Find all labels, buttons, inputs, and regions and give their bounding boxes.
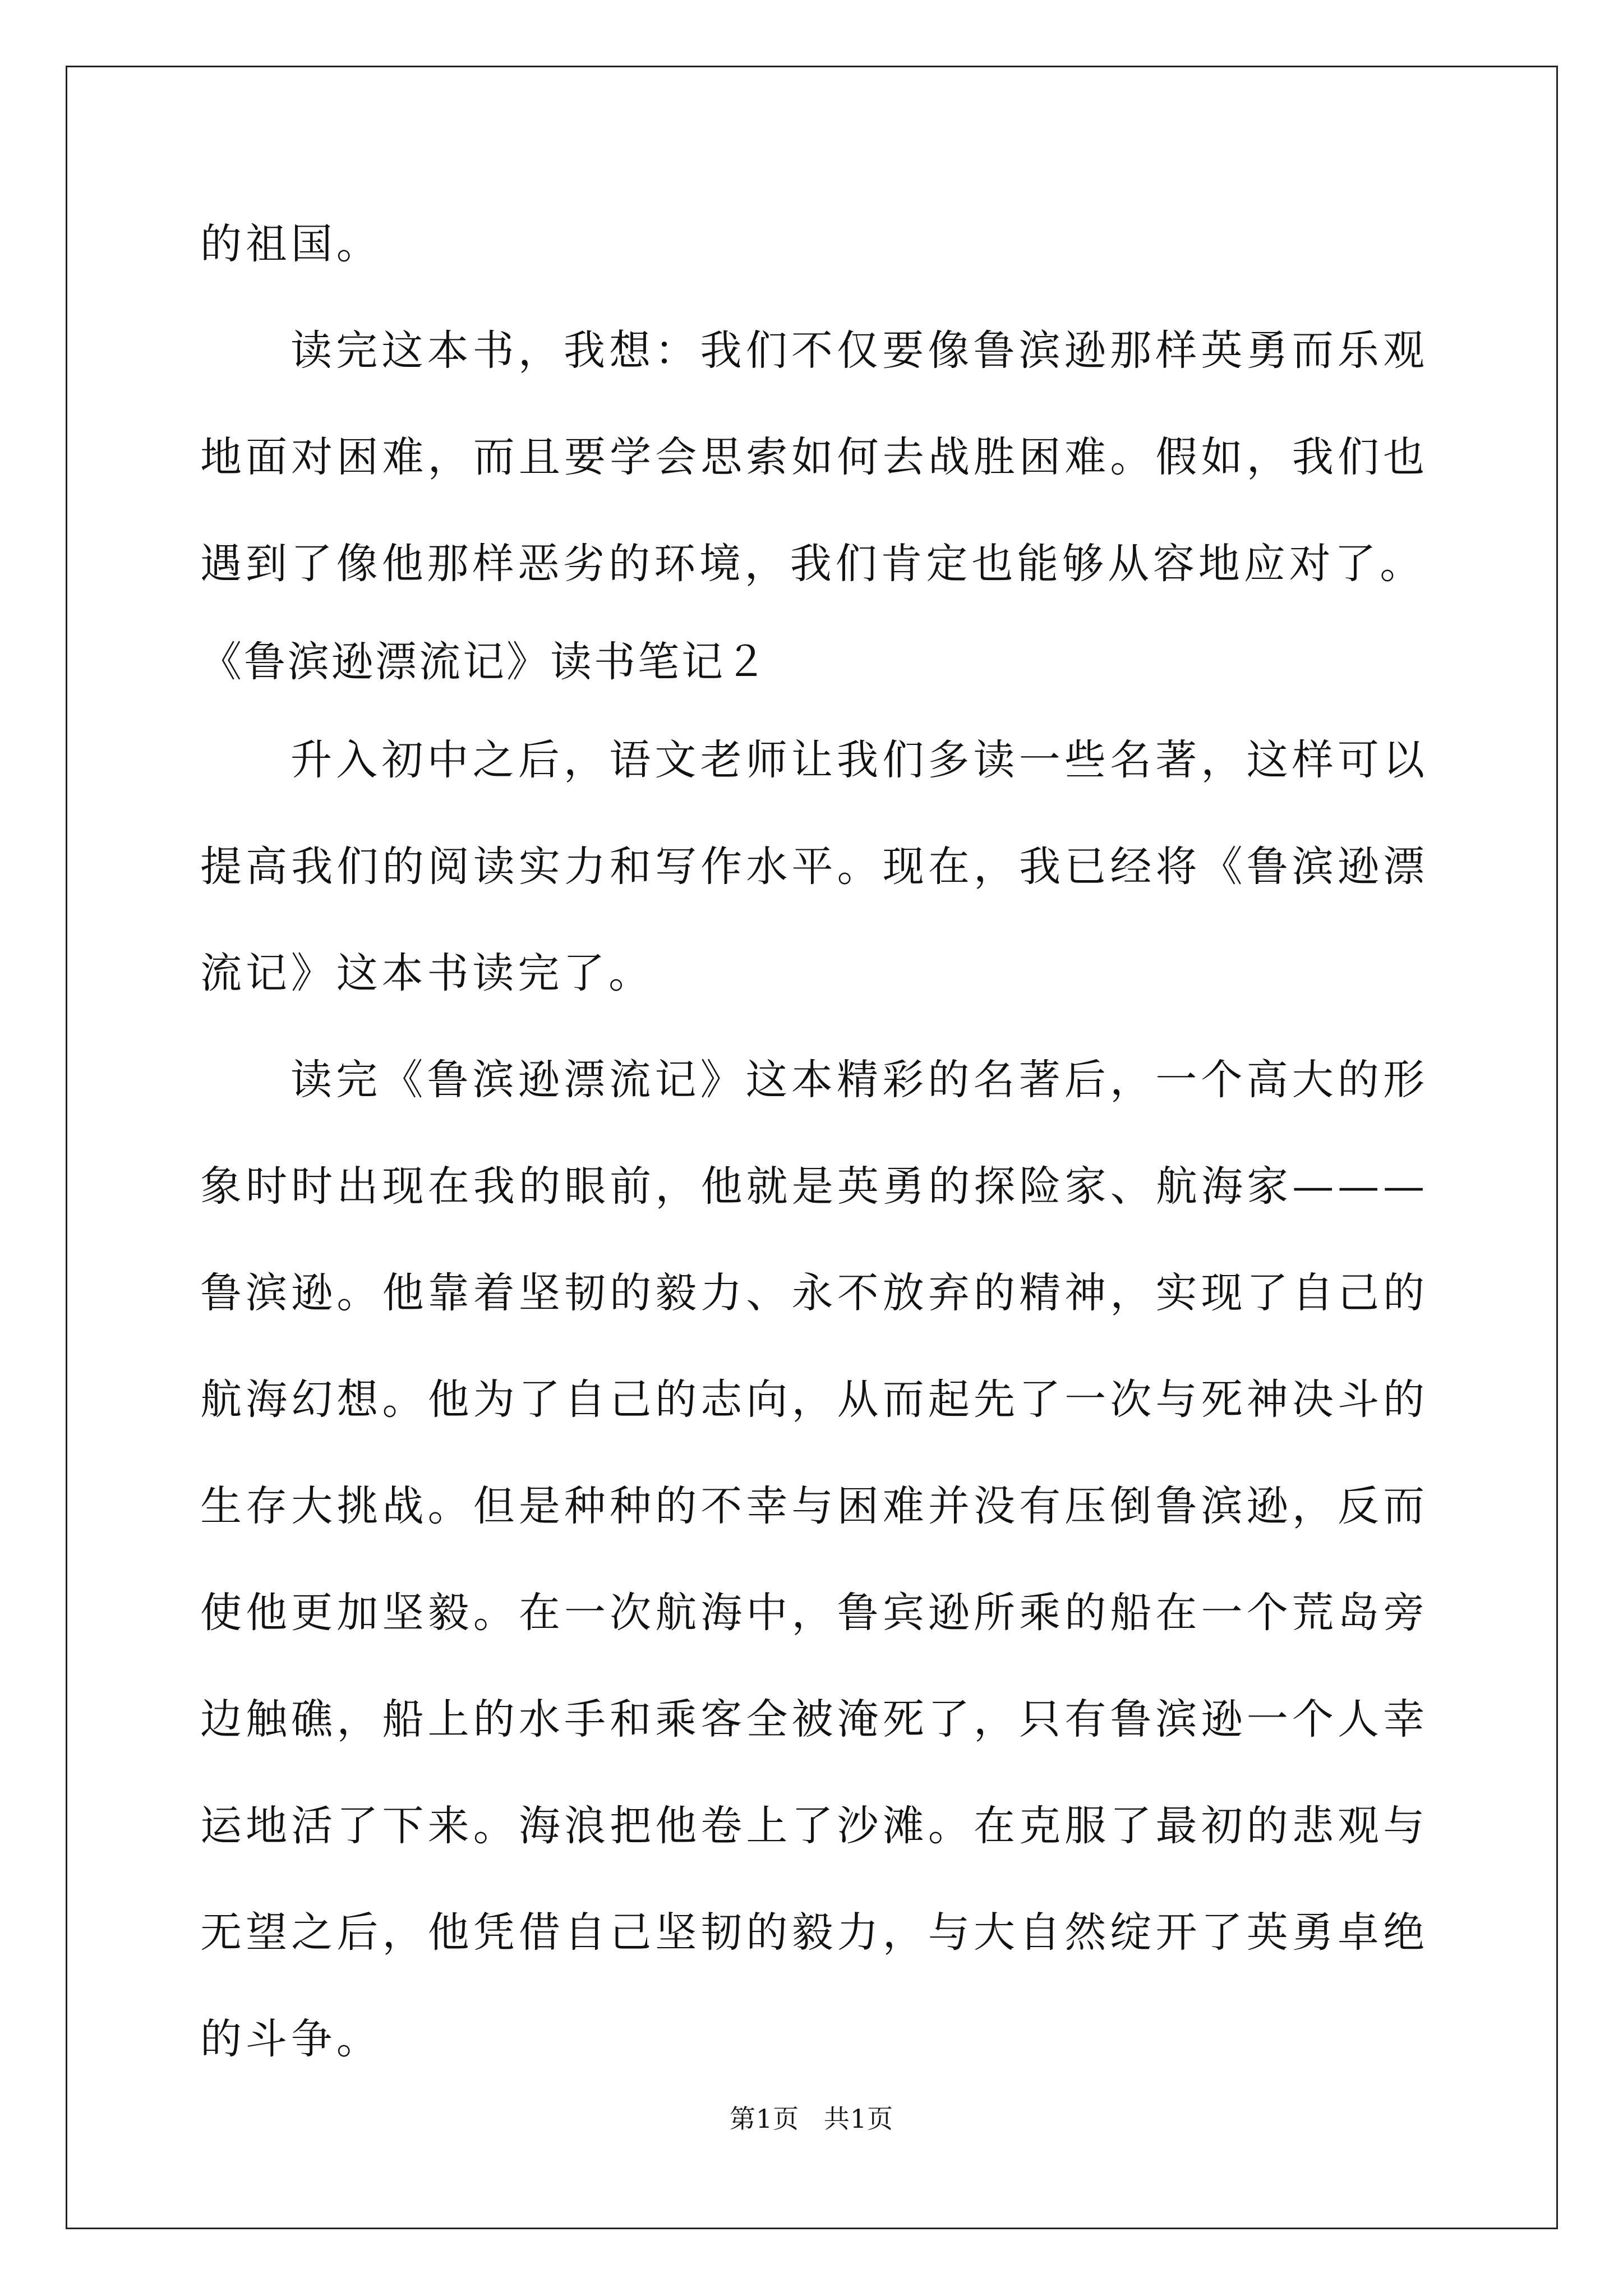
paragraph-intro-end: 的祖国。: [200, 220, 382, 268]
paragraph-section-2-intro: 升入初中之后，语文老师让我们多读一些名著，这样可以提高我们的阅读实力和写作水平。现在，我已经将《鲁滨逊漂流记》这本书读完了。: [200, 736, 1428, 997]
paragraph-section-2-body: 读完《鲁滨逊漂流记》这本精彩的名著后，一个高大的形象时时出现在我的眼前，他就是英勇的探险家、航海家———鲁滨逊。他靠着坚韧的毅力、永不放弃的精神，实现了自己的航海幻想。他为了自己的志向，从而起先了一次与死神决斗的生存大挑战。但是种种的不幸与困难并没有压倒鲁滨逊，反而使他更加坚毅。在一次航海中，鲁宾逊所乘的船在一个荒岛旁边触礁，船上的水手和乘客全被淹死了，只有鲁滨逊一个人幸运地活了下来。海浪把他卷上了沙滩。在克服了最初的悲观与无望之后，他凭借自己坚韧的毅力，与大自然绽开了英勇卓绝的斗争。: [200, 1056, 1428, 2063]
page-footer: [0, 2102, 1623, 2136]
section-heading: 《鲁滨逊漂流记》读书笔记２: [200, 638, 769, 686]
document-body: [200, 191, 1428, 2092]
page-number-current: 第1页: [729, 2104, 800, 2134]
page-number-total: 共1页: [823, 2104, 894, 2134]
paragraph-reflection: 读完这本书，我想：我们不仅要像鲁滨逊那样英勇而乐观地面对困难，而且要学会思索如何去战胜困难。假如，我们也遇到了像他那样恶劣的环境，我们肯定也能够从容地应对了。: [200, 326, 1428, 588]
